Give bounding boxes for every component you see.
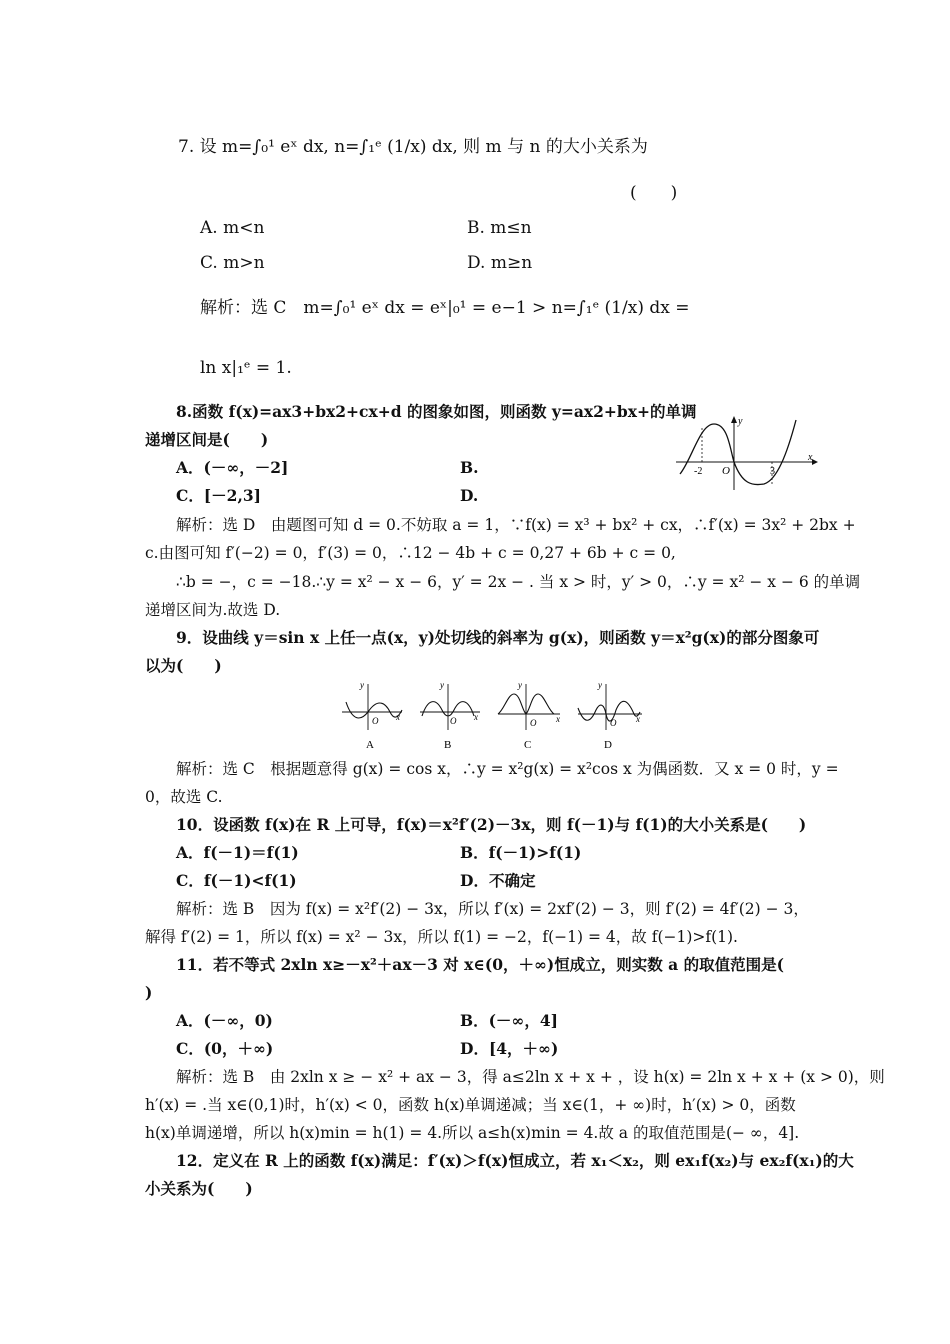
q8-x-arrow xyxy=(812,459,818,465)
q9-solution-line1: 解析：选 C 根据题意得 g(x) = cos x，∴y = x²g(x) = x²cos x 为偶函数．又 x = 0 时，y = xyxy=(176,760,839,778)
q8-option-b: B. xyxy=(460,458,479,477)
q9-graph-d xyxy=(578,680,642,751)
q10-option-a: A．f(－1)＝f(1) xyxy=(176,843,299,862)
q8-solution-line4: 递增区间为.故选 D. xyxy=(145,601,281,619)
q8-option-a: A．(－∞，－2] xyxy=(176,458,289,477)
svg-text:x: x xyxy=(474,712,478,722)
q7-option-c: C. m>n xyxy=(200,253,265,273)
q12-stem-line1: 12．定义在 R 上的函数 f(x)满足：f′(x)＞f(x)恒成立，若 x₁＜x₂，则 ex₁f(x₂)与 ex₂f(x₁)的大 xyxy=(176,1151,854,1170)
q7-option-b: B. m≤n xyxy=(467,218,532,238)
svg-text:x: x xyxy=(556,714,560,724)
q11-option-d: D．[4，＋∞) xyxy=(460,1039,559,1058)
q9-graph-c xyxy=(498,680,560,751)
q9-label-c: C xyxy=(524,739,532,751)
q11-option-c: C．(0，＋∞) xyxy=(176,1039,274,1058)
q9-graph-a xyxy=(342,680,402,751)
svg-text:x: x xyxy=(396,712,400,722)
q8-origin-label: O xyxy=(722,465,730,477)
q7-stem: 7. 设 m=∫₀¹ eˣ dx, n=∫₁ᵉ (1/x) dx, 则 m 与 n 的大小关系为 xyxy=(178,137,648,157)
q8-solution-line2: c.由图可知 f′(−2) = 0，f′(3) = 0，∴12 − 4b + c = 0,27 + 6b + c = 0, xyxy=(145,544,676,562)
svg-text:O: O xyxy=(372,716,379,726)
svg-text:y: y xyxy=(598,680,602,690)
q9-option-graphs xyxy=(338,680,648,752)
q11-solution-line1: 解析：选 B 由 2xln x ≥ − x² + ax − 3，得 a≤2ln x + x + ，设 h(x) = 2ln x + x + (x > 0)，则 xyxy=(176,1068,885,1086)
q10-solution-line2: 解得 f′(2) = 1，所以 f(x) = x² − 3x，所以 f(1) = −2，f(−1) = 4，故 f(−1)>f(1). xyxy=(145,928,738,946)
q8-x-label: x xyxy=(808,452,813,463)
q8-stem-line2: 递增区间是( ) xyxy=(145,430,269,449)
svg-text:O: O xyxy=(530,718,537,728)
q8-y-arrow xyxy=(731,416,737,423)
svg-text:y: y xyxy=(360,680,364,690)
q7-option-a: A. m<n xyxy=(200,218,265,238)
svg-text:O: O xyxy=(450,716,457,726)
q7-solution-line2: ln x|₁ᵉ = 1. xyxy=(200,358,292,378)
q9-label-d: D xyxy=(604,739,612,751)
q9-stem-line2: 以为( ) xyxy=(145,656,222,675)
q8-option-c: C．[－2,3] xyxy=(176,486,261,505)
q12-stem-line2: 小关系为( ) xyxy=(145,1179,253,1198)
q8-solution-line1: 解析：选 D 由题图可知 d = 0.不妨取 a = 1，∵f(x) = x³ + bx² + cx，∴f′(x) = 3x² + 2bx + xyxy=(176,516,856,534)
q11-stem-line1: 11．若不等式 2xln x≥－x²＋ax－3 对 x∈(0，＋∞)恒成立，则实数 a 的取值范围是( xyxy=(176,955,784,974)
q8-option-d: D. xyxy=(460,486,479,505)
q7-option-d: D. m≥n xyxy=(467,253,533,273)
q9-graph-b xyxy=(420,680,480,751)
q10-solution-line1: 解析：选 B 因为 f(x) = x²f′(2) − 3x，所以 f′(x) = 2xf′(2) − 3，则 f′(2) = 4f′(2) − 3， xyxy=(176,900,809,918)
q10-option-c: C．f(－1)<f(1) xyxy=(176,871,297,890)
q11-option-a: A．(－∞，0) xyxy=(176,1011,273,1030)
q8-stem-line1: 8.函数 f(x)=ax3+bx2+cx+d 的图象如图，则函数 y=ax2+bx+的单调 xyxy=(176,402,697,421)
q10-option-b: B．f(－1)>f(1) xyxy=(460,843,582,862)
q9-solution-line2: 0，故选 C. xyxy=(145,788,223,806)
q11-solution-line3: h(x)单调递增，所以 h(x)min = h(1) = 4.所以 a≤h(x)min = 4.故 a 的取值范围是(− ∞，4]. xyxy=(145,1124,800,1142)
q10-stem: 10．设函数 f(x)在 R 上可导，f(x)＝x²f′(2)－3x，则 f(－1)与 f(1)的大小关系是( ) xyxy=(176,815,807,834)
svg-text:y: y xyxy=(518,680,522,690)
svg-text:O: O xyxy=(610,718,617,728)
q8-tick-neg2: -2 xyxy=(694,466,703,477)
q8-cubic-graph xyxy=(672,414,820,492)
svg-text:x: x xyxy=(636,714,640,724)
svg-text:y: y xyxy=(440,680,444,690)
q7-solution-line1: 解析：选 C m=∫₀¹ eˣ dx = eˣ|₀¹ = e−1 > n=∫₁ᵉ (1/x) dx = xyxy=(200,298,690,318)
q8-solution-line3: ∴b = −，c = −18.∴y = x² − x − 6，y′ = 2x − . 当 x > 时，y′ > 0，∴y = x² − x − 6 的单调 xyxy=(176,573,861,591)
q8-y-label: y xyxy=(738,416,743,427)
q10-option-d: D．不确定 xyxy=(460,871,536,890)
q9-label-b: B xyxy=(444,739,452,751)
q11-stem-line2: ) xyxy=(145,983,153,1002)
q9-stem-line1: 9．设曲线 y＝sin x 上任一点(x，y)处切线的斜率为 g(x)，则函数 y＝x²g(x)的部分图象可 xyxy=(176,628,820,647)
q9-label-a: A xyxy=(366,739,374,751)
q11-solution-line2: h′(x) = .当 x∈(0,1)时，h′(x) < 0，函数 h(x)单调递减；当 x∈(1，+ ∞)时，h′(x) > 0，函数 xyxy=(145,1096,796,1114)
q7-answer-paren: ( ) xyxy=(630,183,678,203)
q11-option-b: B．(－∞，4] xyxy=(460,1011,558,1030)
q8-tick-3: 3 xyxy=(770,466,775,477)
